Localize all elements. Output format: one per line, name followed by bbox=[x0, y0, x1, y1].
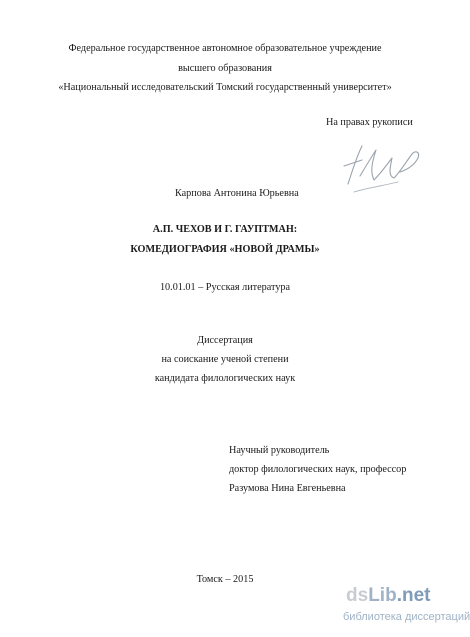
dslib-logo: dsLib.net bbox=[346, 585, 431, 606]
supervisor-name: Разумова Нина Евгеньевна bbox=[229, 483, 346, 494]
institution-line-1: Федеральное государственное автономное образовательное учреждение bbox=[68, 43, 382, 54]
dissertation-line-3: кандидата филологических наук bbox=[154, 373, 296, 384]
dslib-subtitle: библиотека диссертаций bbox=[343, 611, 470, 623]
institution-line-3: «Национальный исследовательский Томский государственный университет» bbox=[58, 82, 392, 93]
institution-line-2: высшего образования bbox=[178, 63, 272, 74]
specialty: 10.01.01 – Русская литература bbox=[159, 282, 291, 293]
thesis-title-line-2: КОМЕДИОГРАФИЯ «НОВОЙ ДРАМЫ» bbox=[130, 244, 320, 255]
thesis-title-line-1: А.П. ЧЕХОВ И Г. ГАУПТМАН: bbox=[152, 224, 298, 235]
dslib-watermark bbox=[343, 585, 470, 632]
handwritten-signature bbox=[336, 136, 426, 198]
rights-note: На правах рукописи bbox=[326, 117, 413, 128]
city-year: Томск – 2015 bbox=[196, 574, 254, 585]
supervisor-label: Научный руководитель bbox=[229, 445, 330, 456]
dissertation-line-1: Диссертация bbox=[197, 335, 253, 346]
author-name: Карпова Антонина Юрьевна bbox=[175, 188, 299, 199]
supervisor-degree: доктор филологических наук, профессор bbox=[229, 464, 407, 475]
dissertation-line-2: на соискание ученой степени bbox=[161, 354, 289, 365]
